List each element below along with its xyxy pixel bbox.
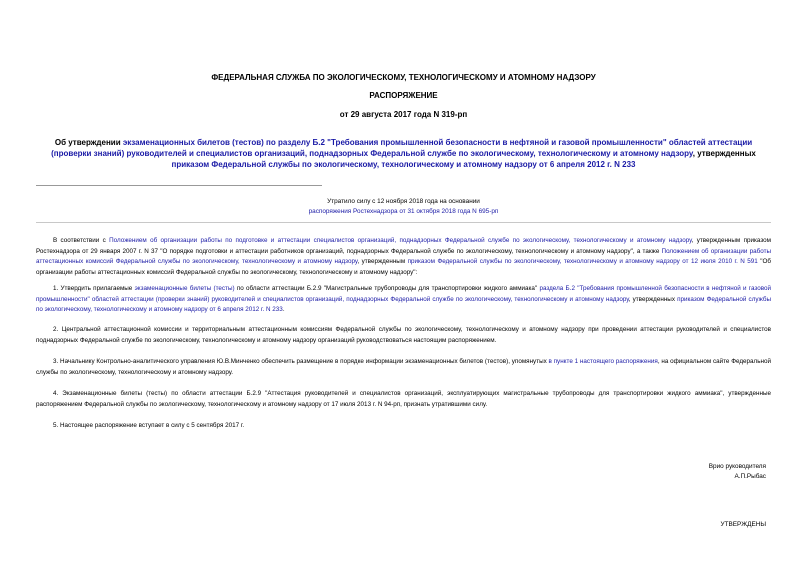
- title-link-order[interactable]: приказом Федеральной службы по экологическому, технологическому и атомному надзору от 6 апреля 2012 г. N 233: [171, 160, 636, 169]
- p3-link-clause-1[interactable]: в пункте 1 настоящего распоряжения: [548, 358, 658, 365]
- p3-text-1: 3. Начальнику Контрольно-аналитического управления Ю.В.Минченко обеспечить размещение в порядке информации экзаменационных билетов (тестов), упомянутых: [53, 358, 549, 365]
- p1-text-2: по области аттестации Б.2.9 "Магистральные трубопроводы для транспортировки жидкого аммиака": [234, 285, 540, 292]
- document-type: РАСПОРЯЖЕНИЕ: [369, 91, 438, 100]
- p1-text-4: .: [282, 306, 285, 314]
- p1-link-tickets[interactable]: экзаменационные билеты (тесты): [134, 285, 235, 292]
- paragraph-1: [36, 284, 771, 316]
- intro-paragraph: [36, 236, 771, 278]
- title-divider: [36, 185, 322, 186]
- paragraph-2: 2. Центральной аттестационной комиссии и территориальным аттестационным комиссиям Федеральной службы по экологическому, технологическому и атомному надзору при проведении аттестации руководителей и специалистов поднадзорных Федеральной службе по экологическому, технологическому и атомному надзору организаций руководствоваться настоящим распоряжением.: [36, 326, 771, 344]
- title-link-tickets[interactable]: экзаменационных билетов (тестов) по разделу Б.2 "Требования промышленной безопасности в нефтяной и газовой промышленности" областей аттестации (проверки знаний) руководителей и специалистов организаций, поднадзорных Федеральной службе по экологическому, технологическому и атомному надзору: [51, 138, 753, 158]
- p1-link-section[interactable]: раздела Б.2 "Требования промышленной безопасности в нефтяной и газовой промышленности" областей аттестации (проверки знаний) руководителей и специалистов организаций, поднадзорных Федеральной службе по экологическому, технологическому и атомному надзору: [36, 285, 772, 303]
- title-text-2: , утвержденных: [692, 149, 756, 158]
- p1-text-3: , утвержденных: [628, 295, 678, 303]
- paragraph-5: 5. Настоящее распоряжение вступает в силу с 5 сентября 2017 г.: [53, 422, 245, 429]
- approved-label: УТВЕРЖДЕНЫ: [720, 521, 766, 528]
- p3-text-2: , на официальном сайте Федеральной службы по экологическому, технологическому и атомному надзору.: [36, 358, 771, 376]
- intro-text-4: "Об организации работы аттестационных комиссий Федеральной службы по экологическому, технологическому и атомному надзору":: [36, 258, 771, 276]
- intro-link-regulation-2[interactable]: Положением об организации работы аттестационных комиссий Федеральной службы по экологическому, технологическому и атомному надзору: [36, 247, 771, 266]
- status-divider: [36, 222, 771, 223]
- document-date-number: от 29 августа 2017 года N 319-рп: [339, 110, 468, 119]
- paragraph-3: [36, 357, 771, 378]
- p1-text-1: 1. Утвердить прилагаемые: [53, 285, 135, 292]
- intro-link-order-591[interactable]: приказом Федеральной службы по экологическому, технологическому и атомному надзору от 12 июля 2010 г. N 591: [407, 258, 758, 266]
- status-note-link[interactable]: распоряжения Ростехнадзора от 31 октября 2018 года N 695-рп: [308, 208, 499, 215]
- paragraph-4: 4. Экзаменационные билеты (тесты) по области аттестации Б.2.9 "Аттестация руководителей и специалистов организаций, эксплуатирующих магистральные трубопроводы для транспортировки жидкого аммиака", утвержденные распоряжением Федеральной службы по экологическому, технологическому и атомному надзору от 17 июля 2013 г. N 94-рп, признать утратившими силу.: [36, 390, 771, 408]
- status-note: Утратило силу с 12 ноября 2018 года на основании: [327, 198, 480, 205]
- agency-name: ФЕДЕРАЛЬНАЯ СЛУЖБА ПО ЭКОЛОГИЧЕСКОМУ, ТЕХНОЛОГИЧЕСКОМУ И АТОМНОМУ НАДЗОРУ: [211, 73, 596, 82]
- signature-role: Врио руководителя: [708, 463, 766, 470]
- title-text-1: Об утверждении: [54, 138, 123, 147]
- intro-text-2: , утвержденным приказом Ростехнадзора от 29 января 2007 г. N 37 "О порядке подготовки и аттестации работников организаций, поднадзорных Федеральной службе по экологическому, технологическому и атомному надзору", а также: [36, 237, 771, 255]
- p1-link-order-233[interactable]: приказом Федеральной службы по экологическому, технологическому и атомному надзору от 6 апреля 2012 г. N 233: [36, 295, 772, 314]
- intro-text-3: , утвержденным: [357, 258, 408, 266]
- intro-text-1: В соответствии с: [53, 237, 110, 244]
- document-title: [36, 137, 771, 170]
- signature-name: А.П.Рыбас: [734, 473, 766, 480]
- intro-link-regulation-1[interactable]: Положением об организации работы по подготовке и аттестации специалистов организаций, поднадзорных Федеральной службе по экологическому, технологическому и атомному надзору: [109, 237, 692, 244]
